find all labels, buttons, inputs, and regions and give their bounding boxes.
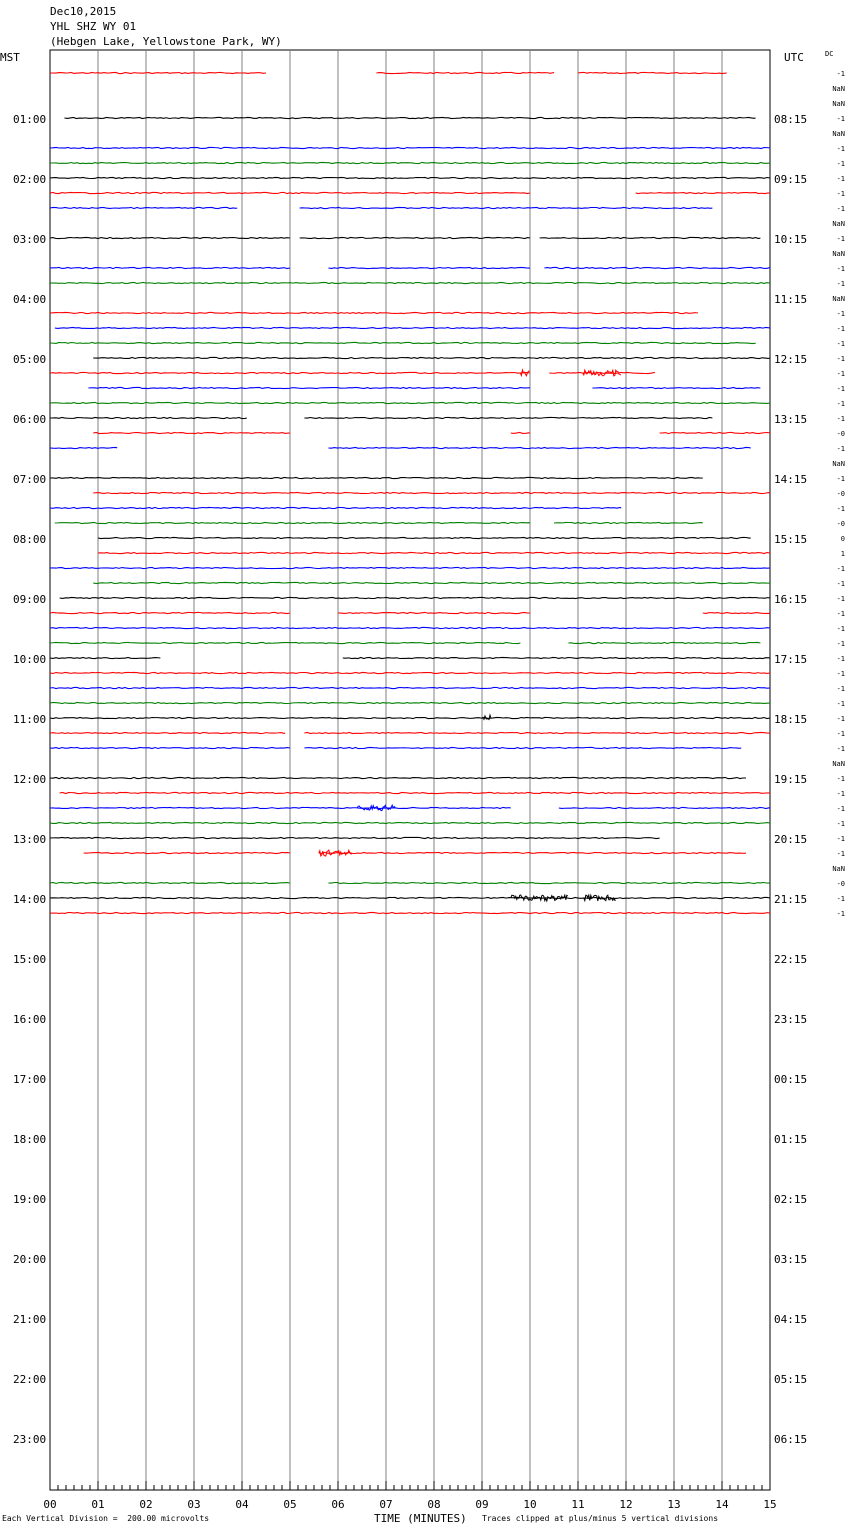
trace-row-49-segment-1 [559,807,770,808]
trace-row-23-segment-0 [50,417,247,418]
dc-value-row-24: -0 [836,430,845,438]
trace-row-6-segment-0 [50,162,770,163]
dc-value-row-41: -1 [836,685,845,693]
mst-label-15: 16:00 [13,1013,47,1026]
mst-label-18: 19:00 [13,1193,47,1206]
dc-value-row-46: NaN [832,760,845,768]
utc-label-2: 10:15 [774,233,808,246]
dc-value-row-37: -1 [836,625,845,633]
dc-value-row-31: 0 [840,535,845,543]
dc-value-row-54: -0 [836,880,845,888]
x-tick-label-07: 07 [379,1498,393,1511]
trace-row-17-segment-0 [55,327,770,328]
trace-row-3-segment-0 [64,117,755,118]
trace-row-44-segment-0 [50,732,285,733]
trace-row-29-segment-0 [50,507,621,508]
utc-label-17: 01:15 [774,1133,808,1146]
dc-value-row-43: -1 [836,715,845,723]
utc-label-18: 02:15 [774,1193,808,1206]
trace-row-42-segment-0 [50,702,770,703]
trace-row-16-segment-0 [50,312,698,313]
utc-label-7: 15:15 [774,533,808,546]
dc-value-row-26: NaN [832,460,845,468]
chart-location: (Hebgen Lake, Yellowstone Park, WY) [50,35,282,48]
dc-value-row-27: -1 [836,475,845,483]
plot-frame [50,50,770,1490]
mst-label-14: 15:00 [13,953,47,966]
x-tick-label-15: 15 [763,1498,777,1511]
trace-row-0-segment-1 [376,72,554,73]
utc-label-15: 23:15 [774,1013,808,1026]
trace-row-13-segment-1 [328,267,530,268]
trace-row-9-segment-0 [50,207,237,208]
dc-value-row-19: -1 [836,355,845,363]
right-axis-title: UTC [784,51,804,64]
dc-value-row-39: -1 [836,655,845,663]
footer-scale-note: Each Vertical Division = 200.00 microvolts [2,1514,210,1523]
trace-row-27-segment-0 [50,477,703,478]
trace-row-52-segment-1 [319,852,746,853]
dc-value-row-17: -1 [836,325,845,333]
utc-label-14: 22:15 [774,953,808,966]
trace-row-11-segment-2 [540,237,761,238]
trace-row-21-segment-0 [88,387,530,388]
trace-row-30-segment-1 [554,522,703,523]
dc-value-row-15: NaN [832,295,845,303]
dc-value-row-16: -1 [836,310,845,318]
chart-date: Dec10,2015 [50,5,117,18]
x-tick-label-06: 06 [331,1498,345,1511]
dc-value-row-33: -1 [836,565,845,573]
dc-value-row-44: -1 [836,730,845,738]
trace-row-40-segment-0 [50,672,770,673]
trace-row-54-segment-0 [50,882,290,883]
trace-row-36-segment-0 [50,612,290,613]
mst-label-22: 23:00 [13,1433,47,1446]
dc-value-row-22: -1 [836,400,845,408]
dc-value-row-25: -1 [836,445,845,453]
utc-label-21: 05:15 [774,1373,808,1386]
trace-row-36-segment-2 [703,613,770,614]
dc-value-row-8: -1 [836,190,845,198]
utc-label-19: 03:15 [774,1253,808,1266]
trace-row-24-segment-2 [660,432,770,433]
trace-row-44-segment-1 [304,732,770,733]
utc-label-20: 04:15 [774,1313,808,1326]
dc-value-row-42: -1 [836,700,845,708]
x-tick-label-10: 10 [523,1498,537,1511]
trace-row-47-segment-0 [50,777,746,778]
mst-label-10: 11:00 [13,713,47,726]
trace-row-22-segment-0 [50,402,770,403]
dc-value-row-55: -1 [836,895,845,903]
trace-row-45-segment-1 [304,747,741,748]
trace-row-19-segment-0 [93,357,770,358]
utc-label-6: 14:15 [774,473,808,486]
footer-clip-note: Traces clipped at plus/minus 5 vertical divisions [482,1514,719,1523]
utc-label-12: 20:15 [774,833,808,846]
dc-value-row-32: 1 [840,550,845,558]
event-burst-0 [520,370,529,376]
trace-row-38-segment-1 [568,642,760,643]
trace-row-37-segment-0 [50,627,770,628]
trace-row-21-segment-1 [592,387,760,388]
mst-label-17: 18:00 [13,1133,47,1146]
trace-row-9-segment-1 [300,207,713,208]
trace-row-51-segment-0 [50,837,660,838]
dc-value-row-30: -0 [836,520,845,528]
dc-value-row-34: -1 [836,580,845,588]
trace-row-41-segment-0 [50,687,770,688]
dc-value-row-2: NaN [832,100,845,108]
mst-label-20: 21:00 [13,1313,47,1326]
mst-label-0: 01:00 [13,113,47,126]
mst-label-5: 06:00 [13,413,47,426]
dc-value-row-38: -1 [836,640,845,648]
trace-row-11-segment-0 [50,237,290,238]
trace-row-35-segment-0 [60,597,770,598]
mst-label-8: 09:00 [13,593,47,606]
trace-row-39-segment-0 [50,657,160,658]
utc-label-8: 16:15 [774,593,808,606]
trace-row-0-segment-0 [50,72,266,73]
trace-row-28-segment-0 [93,492,770,493]
dc-value-row-18: -1 [836,340,845,348]
trace-row-24-segment-0 [93,432,290,433]
trace-row-38-segment-0 [50,642,520,643]
trace-row-48-segment-0 [60,792,770,793]
trace-row-25-segment-1 [328,447,750,448]
trace-row-39-segment-1 [343,657,770,658]
x-axis-ticks [50,1481,770,1490]
mst-label-19: 20:00 [13,1253,47,1266]
x-tick-label-08: 08 [427,1498,441,1511]
dc-value-row-11: -1 [836,235,845,243]
utc-label-10: 18:15 [774,713,808,726]
trace-row-43-segment-0 [50,717,770,718]
trace-row-18-segment-0 [50,342,756,343]
trace-row-54-segment-1 [328,882,770,883]
dc-value-row-9: -1 [836,205,845,213]
trace-row-7-segment-0 [50,177,770,178]
mst-label-16: 17:00 [13,1073,47,1086]
mst-label-4: 05:00 [13,353,47,366]
dc-column-title: DC [825,50,834,58]
x-tick-label-04: 04 [235,1498,249,1511]
dc-value-row-53: NaN [832,865,845,873]
axis-labels [0,50,845,1511]
trace-row-52-segment-0 [84,852,290,853]
dc-value-row-5: -1 [836,145,845,153]
dc-value-row-49: -1 [836,805,845,813]
mst-label-7: 08:00 [13,533,47,546]
x-axis-title: TIME (MINUTES) [374,1512,467,1525]
left-axis-title: MST [0,51,20,64]
dc-value-row-7: -1 [836,175,845,183]
trace-row-50-segment-0 [50,822,770,823]
trace-row-23-segment-1 [304,417,712,418]
x-tick-label-05: 05 [283,1498,297,1511]
dc-value-row-35: -1 [836,595,845,603]
mst-label-1: 02:00 [13,173,47,186]
event-burst-2 [482,715,491,719]
trace-row-34-segment-0 [93,582,770,583]
utc-label-16: 00:15 [774,1073,808,1086]
event-burst-6 [583,895,616,901]
trace-row-56-segment-0 [50,912,770,913]
vertical-grid-lines [98,50,722,1490]
mst-label-6: 07:00 [13,473,47,486]
trace-row-13-segment-2 [544,267,770,268]
dc-value-row-14: -1 [836,280,845,288]
trace-row-20-segment-1 [549,372,655,373]
seismic-traces [50,72,770,913]
dc-value-row-28: -0 [836,490,845,498]
trace-row-14-segment-0 [50,282,770,283]
utc-label-3: 11:15 [774,293,808,306]
mst-label-12: 13:00 [13,833,47,846]
x-tick-label-11: 11 [571,1498,585,1511]
x-tick-label-12: 12 [619,1498,633,1511]
mst-label-21: 22:00 [13,1373,47,1386]
trace-row-24-segment-1 [511,432,530,433]
dc-value-row-20: -1 [836,370,845,378]
dc-value-row-12: NaN [832,250,845,258]
trace-row-55-segment-0 [50,897,770,898]
dc-value-row-29: -1 [836,505,845,513]
mst-label-9: 10:00 [13,653,47,666]
dc-value-row-47: -1 [836,775,845,783]
dc-value-row-45: -1 [836,745,845,753]
dc-value-row-21: -1 [836,385,845,393]
trace-row-25-segment-0 [50,447,117,448]
utc-label-22: 06:15 [774,1433,808,1446]
utc-label-9: 17:15 [774,653,808,666]
dc-value-row-10: NaN [832,220,845,228]
mst-label-2: 03:00 [13,233,47,246]
utc-label-11: 19:15 [774,773,808,786]
trace-row-5-segment-0 [50,147,770,148]
mst-label-13: 14:00 [13,893,47,906]
dc-value-row-6: -1 [836,160,845,168]
mst-label-11: 12:00 [13,773,47,786]
dc-value-row-51: -1 [836,835,845,843]
utc-label-1: 09:15 [774,173,808,186]
dc-value-row-50: -1 [836,820,845,828]
dc-value-row-48: -1 [836,790,845,798]
utc-label-4: 12:15 [774,353,808,366]
trace-row-0-segment-2 [578,72,727,73]
utc-label-13: 21:15 [774,893,808,906]
dc-value-row-36: -1 [836,610,845,618]
x-tick-label-01: 01 [91,1498,105,1511]
dc-value-row-23: -1 [836,415,845,423]
x-tick-label-02: 02 [139,1498,153,1511]
x-tick-label-09: 09 [475,1498,489,1511]
trace-row-33-segment-0 [50,567,770,568]
trace-row-31-segment-0 [98,537,751,538]
dc-value-row-4: NaN [832,130,845,138]
trace-row-49-segment-0 [50,807,511,808]
utc-label-5: 13:15 [774,413,808,426]
dc-value-row-0: -1 [836,70,845,78]
trace-row-13-segment-0 [50,267,290,268]
trace-row-8-segment-1 [636,193,770,194]
trace-row-11-segment-1 [300,237,530,238]
dc-value-row-1: NaN [832,85,845,93]
x-tick-label-03: 03 [187,1498,201,1511]
dc-value-row-56: -1 [836,910,845,918]
chart-station: YHL SHZ WY 01 [50,20,137,33]
trace-row-45-segment-0 [50,747,290,748]
x-tick-label-00: 00 [43,1498,57,1511]
x-tick-label-14: 14 [715,1498,729,1511]
x-tick-label-13: 13 [667,1498,681,1511]
utc-label-0: 08:15 [774,113,808,126]
trace-row-30-segment-0 [55,522,530,523]
dc-value-row-40: -1 [836,670,845,678]
mst-label-3: 04:00 [13,293,47,306]
dc-value-row-3: -1 [836,115,845,123]
dc-value-row-13: -1 [836,265,845,273]
dc-value-row-52: -1 [836,850,845,858]
